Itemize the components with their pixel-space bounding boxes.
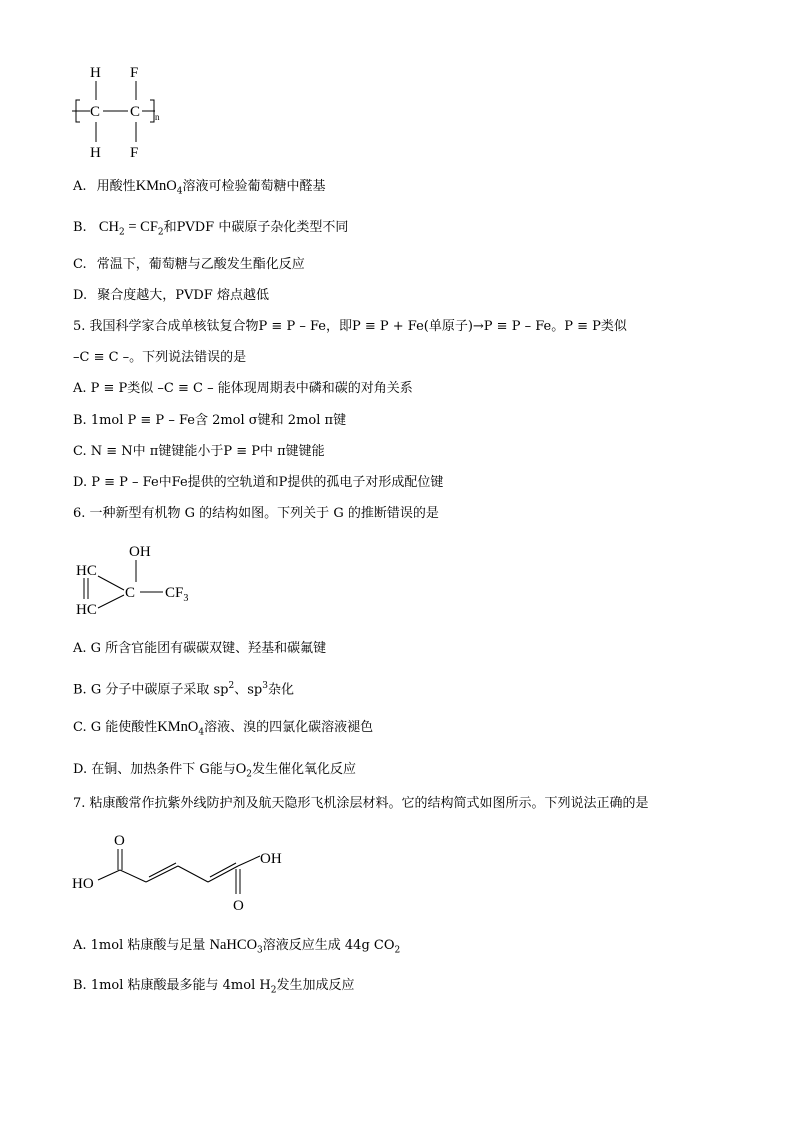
subscript: 3: [257, 945, 263, 956]
superscript: 2: [228, 681, 235, 691]
option-letter: C.: [73, 257, 87, 272]
option-text: 、sp: [234, 682, 263, 698]
option-text: 发生加成反应: [276, 978, 355, 993]
q5-stem-line1: 5. 我国科学家合成单核钛复合物P ≡ P – Fe，即P ≡ P + Fe(单原子)→P ≡ P – Fe。P ≡ P类似: [73, 319, 627, 334]
pvdf-structure: [70, 60, 180, 165]
q6-c: C: [125, 585, 136, 601]
pvdf-h-top: H: [90, 65, 101, 81]
q6-structure: [72, 538, 212, 620]
q6-cf3: $CF_3$: [165, 585, 189, 604]
chem-formula: NaHCO: [209, 937, 258, 953]
chem-formula: = CF: [124, 219, 158, 235]
q4-option-c: [73, 256, 305, 274]
chem-formula: KMnO: [135, 178, 177, 194]
superscript: 3: [262, 681, 268, 691]
chem-formula: KMnO: [157, 719, 199, 735]
q5-option-c: C. N ≡ N中 π键键能小于P ≡ P中 π键键能: [73, 444, 325, 459]
q7-option-a: [73, 936, 400, 960]
pvdf-h-bot: H: [90, 145, 101, 161]
subscript: 2: [246, 769, 252, 780]
subscript: 2: [270, 985, 277, 996]
option-text: 杂化: [267, 682, 294, 698]
option-letter: D.: [73, 288, 88, 303]
option-text: B. 1mol 粘康酸最多能与 4mol H: [73, 978, 271, 993]
q4-option-d: [73, 287, 269, 305]
q6-hc-bottom: HC: [76, 602, 97, 618]
q6-option-c: [73, 718, 373, 742]
option-text: 发生催化氧化反应: [251, 762, 356, 777]
option-text: B. G 分子中碳原子采取 sp: [73, 682, 229, 698]
subscript: 4: [198, 727, 205, 738]
option-letter: A.: [73, 179, 87, 194]
q6-stem: 6. 一种新型有机物 G 的结构如图。下列关于 G 的推断错误的是: [73, 506, 439, 521]
q4-option-a: [73, 177, 326, 201]
q5-option-a: A. P ≡ P类似 –C ≡ C – 能体现周期表中磷和碳的对角关系: [73, 381, 413, 396]
q4-option-b: [73, 218, 348, 242]
q6-hc-top: HC: [76, 563, 97, 579]
option-text: A. 1mol 粘康酸与足量: [73, 938, 210, 953]
q6-option-d: [73, 760, 356, 784]
q6-option-a: A. G 所含官能团有碳碳双键、羟基和碳氟键: [73, 641, 327, 656]
subscript: 4: [176, 186, 183, 197]
chem-formula: O: [235, 761, 247, 777]
q6-oh: OH: [129, 544, 151, 560]
q7-option-b: [73, 977, 354, 1000]
q7-o-bottom: O: [233, 898, 244, 914]
q6-option-b: [73, 677, 294, 699]
subscript: 2: [157, 227, 164, 238]
option-text: 和PVDF 中碳原子杂化类型不同: [163, 220, 349, 235]
subscript: 2: [118, 227, 125, 238]
q5-option-b: B. 1mol P ≡ P – Fe含 2mol σ键和 2mol π键: [73, 413, 347, 428]
subscript: 2: [394, 945, 401, 956]
pvdf-c2: C: [130, 104, 141, 120]
pvdf-n: n: [155, 112, 160, 122]
option-text: 常温下，葡萄糖与乙酸发生酯化反应: [96, 257, 305, 272]
q7-oh-right: OH: [260, 851, 282, 867]
option-text: 溶液反应生成 44g CO: [262, 938, 395, 953]
option-text: 溶液可检验葡萄糖中醛基: [182, 179, 326, 194]
q5-stem-line2: –C ≡ C –。下列说法错误的是: [73, 350, 247, 365]
q7-o-top: O: [114, 833, 125, 849]
option-text: D. 在铜、加热条件下 G能与: [73, 762, 236, 777]
q5-option-d: D. P ≡ P – Fe中Fe提供的空轨道和P提供的孤电子对形成配位键: [73, 475, 444, 490]
q7-stem: 7. 粘康酸常作抗紫外线防护剂及航天隐形飞机涂层材料。它的结构简式如图所示。下列说法正确的是: [73, 796, 649, 811]
pvdf-f-bot: F: [130, 145, 139, 161]
option-text: C. G 能使酸性: [73, 720, 158, 735]
option-text: 溶液、溴的四氯化碳溶液褪色: [204, 720, 374, 735]
q7-muconic-acid-structure: [70, 828, 300, 918]
pvdf-c1: C: [90, 104, 101, 120]
option-letter: B.: [73, 220, 87, 235]
chem-formula: CH: [98, 219, 119, 235]
option-text: 聚合度越大，PVDF 熔点越低: [97, 288, 269, 303]
option-text: 用酸性: [96, 179, 136, 194]
q7-ho-left: HO: [72, 876, 94, 892]
pvdf-f-top: F: [130, 65, 139, 81]
